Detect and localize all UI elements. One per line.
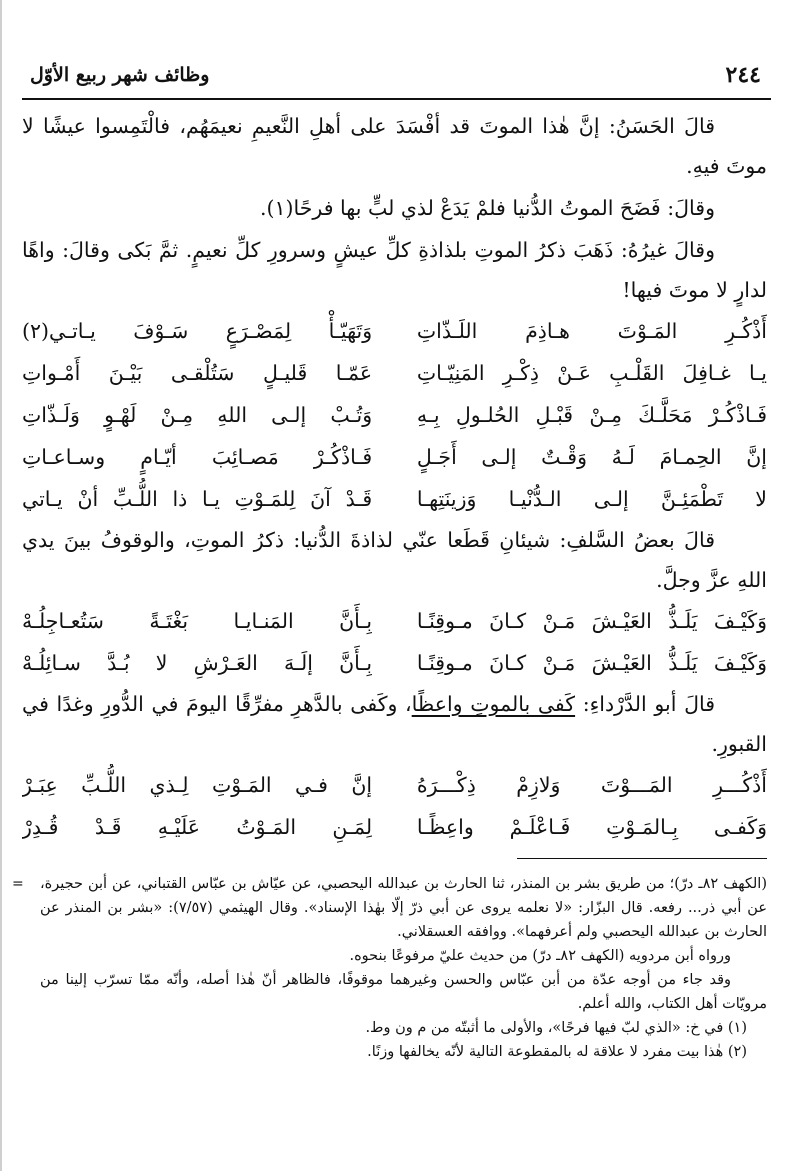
poem-block-2 bbox=[22, 600, 767, 684]
verse-second-hemistich: عَمّـا قَليـلٍ سَتُلْقـى بَيْـنَ أَمْـواتِ bbox=[22, 361, 373, 385]
poem-block-1 bbox=[22, 310, 767, 520]
verse-first-hemistich: أَذْكُـرِ المَـوْتَ هـاذِمَ اللَـذّاتِ bbox=[416, 319, 767, 343]
page-header bbox=[22, 62, 771, 100]
verse-line bbox=[22, 394, 767, 436]
verse-second-hemistich: قَـدْ آنَ لِلمَـوْتِ يـا ذا اللُّـبِّ أنْ يـاتي bbox=[22, 487, 373, 511]
verse-second-hemistich: بِـأَنَّ إلَـهَ العَـرْشِ لا بُـدَّ سـائِلُـهْ bbox=[22, 651, 373, 675]
verse-first-hemistich: وَكَيْـفَ يَلَـذُّ العَيْـشَ مَـنْ كـانَ مـوقِنًـا bbox=[416, 651, 767, 675]
page-edge bbox=[0, 0, 2, 1171]
verse-first-hemistich: وَكَيْـفَ يَلَـذُّ العَيْـشَ مَـنْ كـانَ مـوقِنًـا bbox=[416, 609, 767, 633]
running-title: وظائف شهر ربيع الأوّل bbox=[30, 64, 210, 86]
verse-line bbox=[22, 310, 767, 352]
verse-second-hemistich: لِمَـنِ المَـوْتُ عَلَيْـهِ قَـدْ قُـدِرْ bbox=[22, 815, 373, 839]
verse-second-hemistich: إنَّ فـي المَـوْتِ لِـذي اللُّـبِّ عِبَـرْ bbox=[22, 773, 373, 797]
paragraph-abu-darda-end: ، وكَفى بالدَّهرِ مفرِّقًا اليومَ في الدُّورِ وغدًا في القبورِ. bbox=[22, 692, 767, 756]
footnote-paragraph: وقد جاء من أوجه عدّة من أبن عبّاس والحسن وغيرهما موقوفًا، فالظاهر أنّ هٰذا أصله، وأنّه ممّا تسرّب إلينا من مرويّات أهل الكتاب، والله أعلم. bbox=[40, 972, 767, 1012]
page-number: ٢٤٤ bbox=[725, 62, 761, 88]
verse-line bbox=[22, 436, 767, 478]
paragraph-hasan-2: وقالَ: فَضَحَ الموتُ الدُّنيا فلمْ يَدَعْ لذي لبٍّ بها فرحًا(١). bbox=[259, 196, 715, 220]
verse-second-hemistich: وَتَهَيّـأْ لِمَصْـرَعٍ سَـوْفَ يـاتـي(٢) bbox=[22, 319, 373, 343]
footnotes bbox=[12, 872, 767, 1064]
verse-second-hemistich: وَتُـبْ إلـى اللهِ مِـنْ لَهْـوٍ وَلَـذّاتِ bbox=[22, 403, 373, 427]
footnote-paragraph: ورواه أبن مردويه (الكهف ٨٢ـ درّ) من حديث عليّ مرفوعًا بنحوه. bbox=[349, 948, 731, 964]
poem-block-3 bbox=[22, 764, 767, 848]
footnote-2: (٢) هٰذا بيت مفرد لا علاقة له بالمقطوعة التالية لأنّه يخالفها وزنًا. bbox=[367, 1044, 747, 1060]
verse-first-hemistich: يـا غـافِلَ القَلْـبِ عَـنْ ذِكْـرِ المَنِيّـاتِ bbox=[416, 361, 767, 385]
verse-first-hemistich: إنَّ الحِمـامَ لَـهُ وَقْـتٌ إلـى أَجَـلٍ bbox=[416, 445, 767, 469]
verse-first-hemistich: لا تَطْمَئِـنَّ إلـى الـدُّنْيـا وَزينَتِهـا bbox=[416, 487, 767, 511]
verse-line bbox=[22, 806, 767, 848]
footnote-continuation: (الكهف ٨٢ـ درّ)؛ من طريق بشر بن المنذر، ثنا الحارث بن عبدالله اليحصبي، عن عيّاش بن عبّاس القتباني، عن أبن حجيرة، عن أبي ذر... رفعه. قال البزّار: «لا نعلمه يروى عن أبي ذرّ إلّا بهٰذا الإسناد». وقال الهيثمي (٧/٥٧): «بشر بن المنذر عن الحارث بن عبدالله اليحصبي ولم أعرفهما». ووافقه العسقلاني. bbox=[40, 876, 767, 940]
verse-line bbox=[22, 764, 767, 806]
paragraph-another: وقالَ غيرُهُ: ذَهَبَ ذكرُ الموتِ بلذاذةِ كلِّ عيشٍ وسرورِ كلِّ نعيمٍ. ثمَّ بَكى وقالَ: واهًا لدارٍ لا موتَ فيها! bbox=[22, 238, 767, 302]
verse-first-hemistich: وَكَفـى بِـالمَـوْتِ فَـاعْلَـمْ واعِظًـا bbox=[416, 815, 767, 839]
paragraph-salaf: قالَ بعضُ السَّلفِ: شيئانِ قَطَعا عنّي لذاذةَ الدُّنيا: ذكرُ الموتِ، والوقوفُ بينَ يدي اللهِ عزَّ وجلَّ. bbox=[22, 528, 767, 592]
footnote-divider bbox=[517, 858, 767, 859]
paragraph-abu-darda bbox=[22, 684, 767, 764]
verse-second-hemistich: بِـأَنَّ المَنـايـا بَغْتَـةً سَتُعـاجِلُـهْ bbox=[22, 609, 373, 633]
verse-line bbox=[22, 642, 767, 684]
verse-line bbox=[22, 352, 767, 394]
continuation-marker: = bbox=[12, 876, 24, 892]
verse-first-hemistich: فَـاذْكُـرْ مَحَلَّـكَ مِـنْ قَبْـلِ الحُلـولِ بِـهِ bbox=[416, 403, 767, 427]
verse-second-hemistich: فَـاذْكُـرْ مَصـائِبَ أيّـامٍ وسـاعـاتِ bbox=[22, 445, 373, 469]
paragraph-abu-darda-start: قالَ أبو الدَّرْداءِ: bbox=[575, 692, 716, 716]
main-text bbox=[22, 106, 767, 848]
underlined-phrase: كَفى بالموتِ واعظًا bbox=[411, 692, 576, 716]
verse-first-hemistich: أَذْكُـــرِ المَـــوْتَ وَلازِمْ ذِكْـــرَهُ bbox=[416, 773, 767, 797]
verse-line bbox=[22, 478, 767, 520]
paragraph-hasan: قالَ الحَسَنُ: إنَّ هٰذا الموتَ قد أفْسَدَ على أهلِ النَّعيمِ نعيمَهُم، فالْتَمِسوا عيشًا لا موتَ فيهِ. bbox=[22, 114, 767, 178]
verse-line bbox=[22, 600, 767, 642]
footnote-1: (١) في خ: «الذي لبّ فيها فرحًا»، والأولى ما أثبتّه من م ون وط. bbox=[365, 1020, 747, 1036]
